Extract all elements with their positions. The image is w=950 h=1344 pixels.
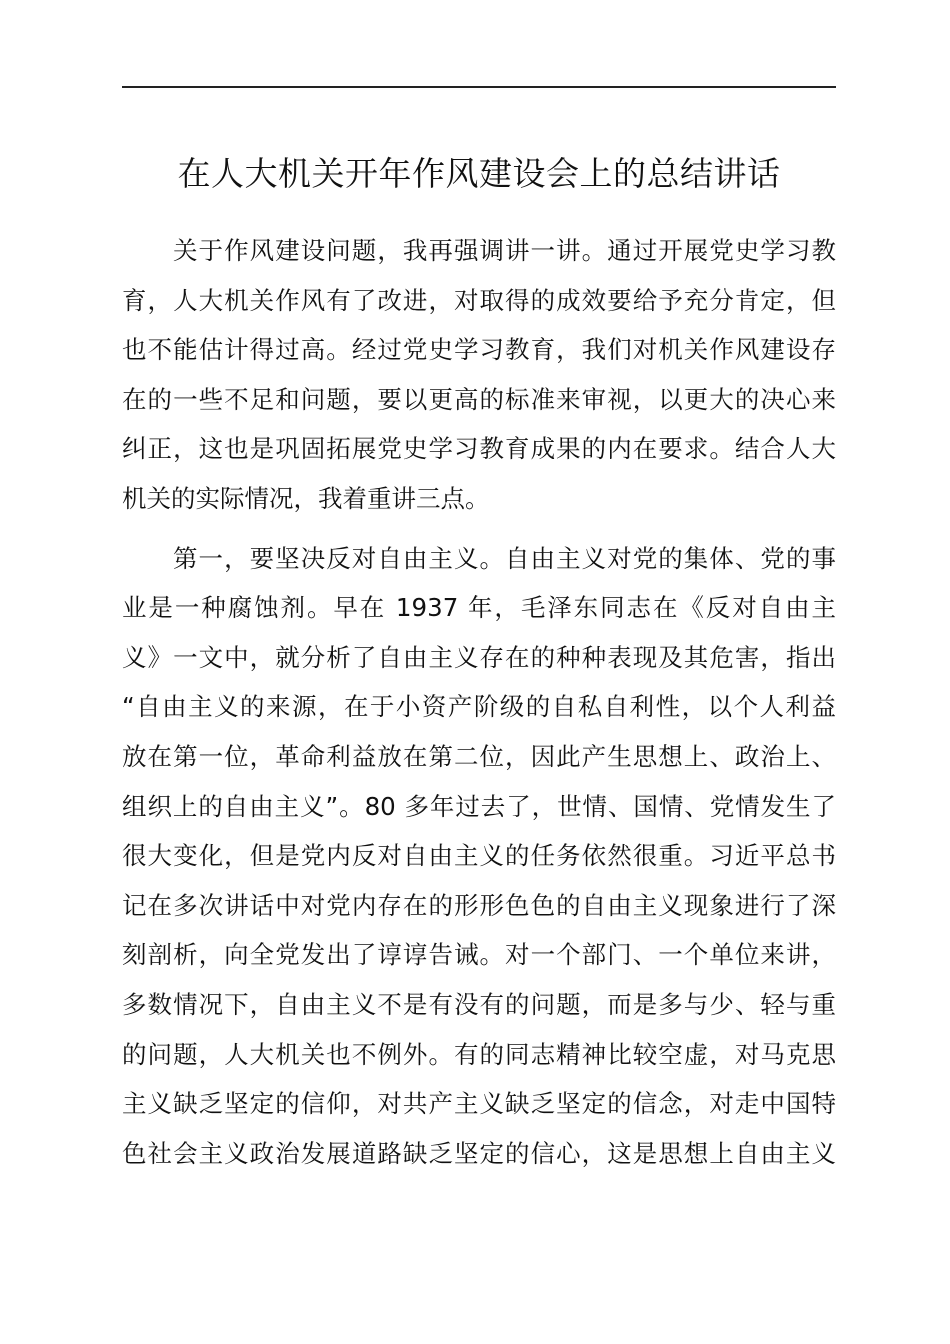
text-line: 义》一文中，就分析了自由主义存在的种种表现及其危害，指出 — [122, 642, 836, 672]
text-line: 记在多次讲话中对党内存在的形形色色的自由主义现象进行了深 — [122, 890, 836, 920]
text-line: 主义缺乏坚定的信仰，对共产主义缺乏坚定的信念，对走中国特 — [122, 1089, 836, 1119]
text-line: 关于作风建设问题，我再强调讲一讲。通过开展党史学习教 — [173, 236, 836, 265]
text-line: 机关的实际情况，我着重讲三点。 — [122, 483, 490, 513]
text-line: 组织上的自由主义”。80 多年过去了，世情、国情、党情发生了 — [122, 791, 836, 821]
text-line: 业是一种腐蚀剂。早在 1937 年，毛泽东同志在《反对自由主 — [122, 593, 836, 623]
text-line: 第一，要坚决反对自由主义。自由主义对党的集体、党的事 — [173, 543, 836, 573]
text-line: 在的一些不足和问题，要以更高的标准来审视，以更大的决心来 — [122, 384, 836, 414]
text-line: 育，人大机关作风有了改进，对取得的成效要给予充分肯定，但 — [122, 285, 836, 315]
text-line: 刻剖析，向全党发出了谆谆告诫。对一个部门、一个单位来讲， — [122, 940, 836, 970]
header-rule — [122, 86, 836, 88]
text-line: 色社会主义政治发展道路缺乏坚定的信心，这是思想上自由主义 — [122, 1138, 836, 1168]
text-line: 纠正，这也是巩固拓展党史学习教育成果的内在要求。结合人大 — [122, 434, 836, 464]
text-line: “自由主义的来源，在于小资产阶级的自私自利性，以个人利益 — [122, 692, 836, 722]
text-line: 放在第一位，革命利益放在第二位，因此产生思想上、政治上、 — [122, 741, 836, 771]
text-line: 也不能估计得过高。经过党史学习教育，我们对机关作风建设存 — [122, 335, 836, 365]
text-line: 的问题，人大机关也不例外。有的同志精神比较空虚，对马克思 — [122, 1039, 836, 1069]
text-line: 很大变化，但是党内反对自由主义的任务依然很重。习近平总书 — [122, 841, 836, 871]
paragraph-1 — [122, 226, 836, 524]
document-body — [122, 226, 836, 1188]
text-line: 多数情况下，自由主义不是有没有的问题，而是多与少、轻与重 — [122, 989, 836, 1019]
document-title: 在人大机关开年作风建设会上的总结讲话 — [177, 154, 781, 193]
paragraph-2 — [122, 534, 836, 1179]
